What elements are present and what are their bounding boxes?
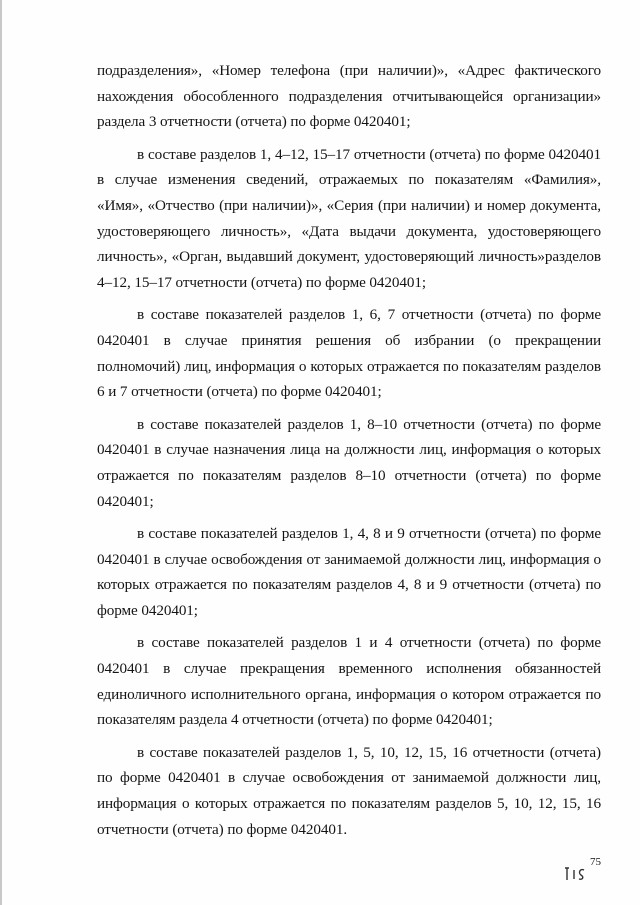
paragraph-personal-data-change: в составе разделов 1, 4–12, 15–17 отчетности (отчета) по форме 0420401 в случае изменения сведений, отражаемых по показателям «Фамилия», «Имя», «Отчество (при наличии)», «Серия (при наличии) и номер документа, удостоверяющего личность», «Дата выдачи документа, удостоверяющего личность», «Орган, выдавший документ, удостоверяющий личность»разделов 4–12, 15–17 отчетности (отчета) по форме 0420401; xyxy=(97,145,601,291)
paragraph-election-decision: в составе показателей разделов 1, 6, 7 отчетности (отчета) по форме 0420401 в случае принятия решения об избрании (о прекращении полномочий) лиц, информация о которых отражается по показателям разделов 6 и 7 отчетности (отчета) по форме 0420401; xyxy=(97,306,601,401)
document-body xyxy=(97,58,601,842)
paragraph-continuation: подразделения», «Номер телефона (при наличии)», «Адрес фактического нахождения обособленного подразделения отчитывающейся организации» раздела 3 отчетности (отчета) по форме 0420401; xyxy=(97,62,601,131)
page-number: 75 xyxy=(590,856,601,868)
paragraph-dismissal-sections-5-16: в составе показателей разделов 1, 5, 10, 12, 15, 16 отчетности (отчета) по форме 0420401 в случае освобождения от занимаемой должности лиц, информация о которых отражается по показателям разделов 5, 10, 12, 15, 16 отчетности (отчета) по форме 0420401. xyxy=(97,743,601,838)
paragraph-appointment: в составе показателей разделов 1, 8–10 отчетности (отчета) по форме 0420401 в случае назначения лица на должности лиц, информация о которых отражается по показателям разделов 8–10 отчетности (отчета) по форме 0420401; xyxy=(97,415,601,510)
paragraph-dismissal-sections-4-8-9: в составе показателей разделов 1, 4, 8 и 9 отчетности (отчета) по форме 0420401 в случае освобождения от занимаемой должности лиц, информация о которых отражается по показателям разделов 4, 8 и 9 отчетности (отчета) по форме 0420401; xyxy=(97,525,601,619)
paragraph-temporary-duties-termination: в составе показателей разделов 1 и 4 отчетности (отчета) по форме 0420401 в случае прекращения временного исполнения обязанностей единоличного исполнительного органа, информация о котором отражается по показателям раздела 4 отчетности (отчета) по форме 0420401; xyxy=(97,634,601,729)
scan-edge xyxy=(0,0,2,905)
handwritten-mark-icon xyxy=(563,864,589,882)
